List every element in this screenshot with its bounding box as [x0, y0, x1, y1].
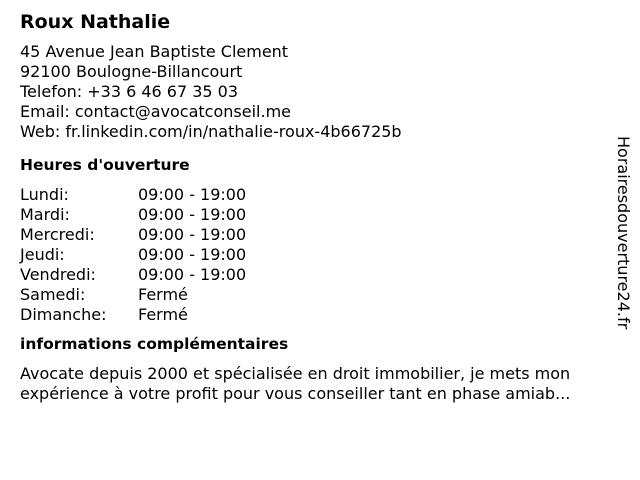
- day-label: Dimanche:: [20, 305, 107, 324]
- contact-name: Roux Nathalie: [20, 11, 171, 33]
- time-value: 09:00 - 19:00: [138, 185, 247, 204]
- day-label: Mardi:: [20, 205, 70, 224]
- address-line-1: 45 Avenue Jean Baptiste Clement: [20, 42, 289, 61]
- hours-row-thursday: [20, 245, 620, 265]
- time-value: 09:00 - 19:00: [138, 265, 247, 284]
- day-label: Samedi:: [20, 285, 86, 304]
- phone-line[interactable]: Telefon: +33 6 46 67 35 03: [20, 82, 239, 101]
- hours-table: [20, 185, 620, 325]
- hours-row-sunday: [20, 305, 620, 325]
- contact-card: [20, 10, 620, 404]
- hours-row-friday: [20, 265, 620, 285]
- description-line-1: Avocate depuis 2000 et spécialisée en droit immobilier, je mets mon: [20, 364, 571, 383]
- hours-row-wednesday: [20, 225, 620, 245]
- hours-title: Heures d'ouverture: [20, 156, 190, 174]
- web-line[interactable]: Web: fr.linkedin.com/in/nathalie-roux-4b66725b: [20, 122, 402, 141]
- day-label: Mercredi:: [20, 225, 95, 244]
- email-line[interactable]: Email: contact@avocatconseil.me: [20, 102, 291, 121]
- site-watermark: Horairesdouverture24.fr: [614, 136, 633, 330]
- info-title: informations complémentaires: [20, 335, 289, 353]
- hours-row-tuesday: [20, 205, 620, 225]
- time-value: Fermé: [138, 285, 188, 304]
- description-line-2: expérience à votre profit pour vous conseiller tant en phase amiab...: [20, 384, 571, 403]
- day-label: Lundi:: [20, 185, 69, 204]
- time-value: Fermé: [138, 305, 188, 324]
- address-line-2: 92100 Boulogne-Billancourt: [20, 62, 243, 81]
- time-value: 09:00 - 19:00: [138, 205, 247, 224]
- day-label: Vendredi:: [20, 265, 96, 284]
- day-label: Jeudi:: [20, 245, 65, 264]
- hours-row-saturday: [20, 285, 620, 305]
- time-value: 09:00 - 19:00: [138, 245, 247, 264]
- time-value: 09:00 - 19:00: [138, 225, 247, 244]
- hours-row-monday: [20, 185, 620, 205]
